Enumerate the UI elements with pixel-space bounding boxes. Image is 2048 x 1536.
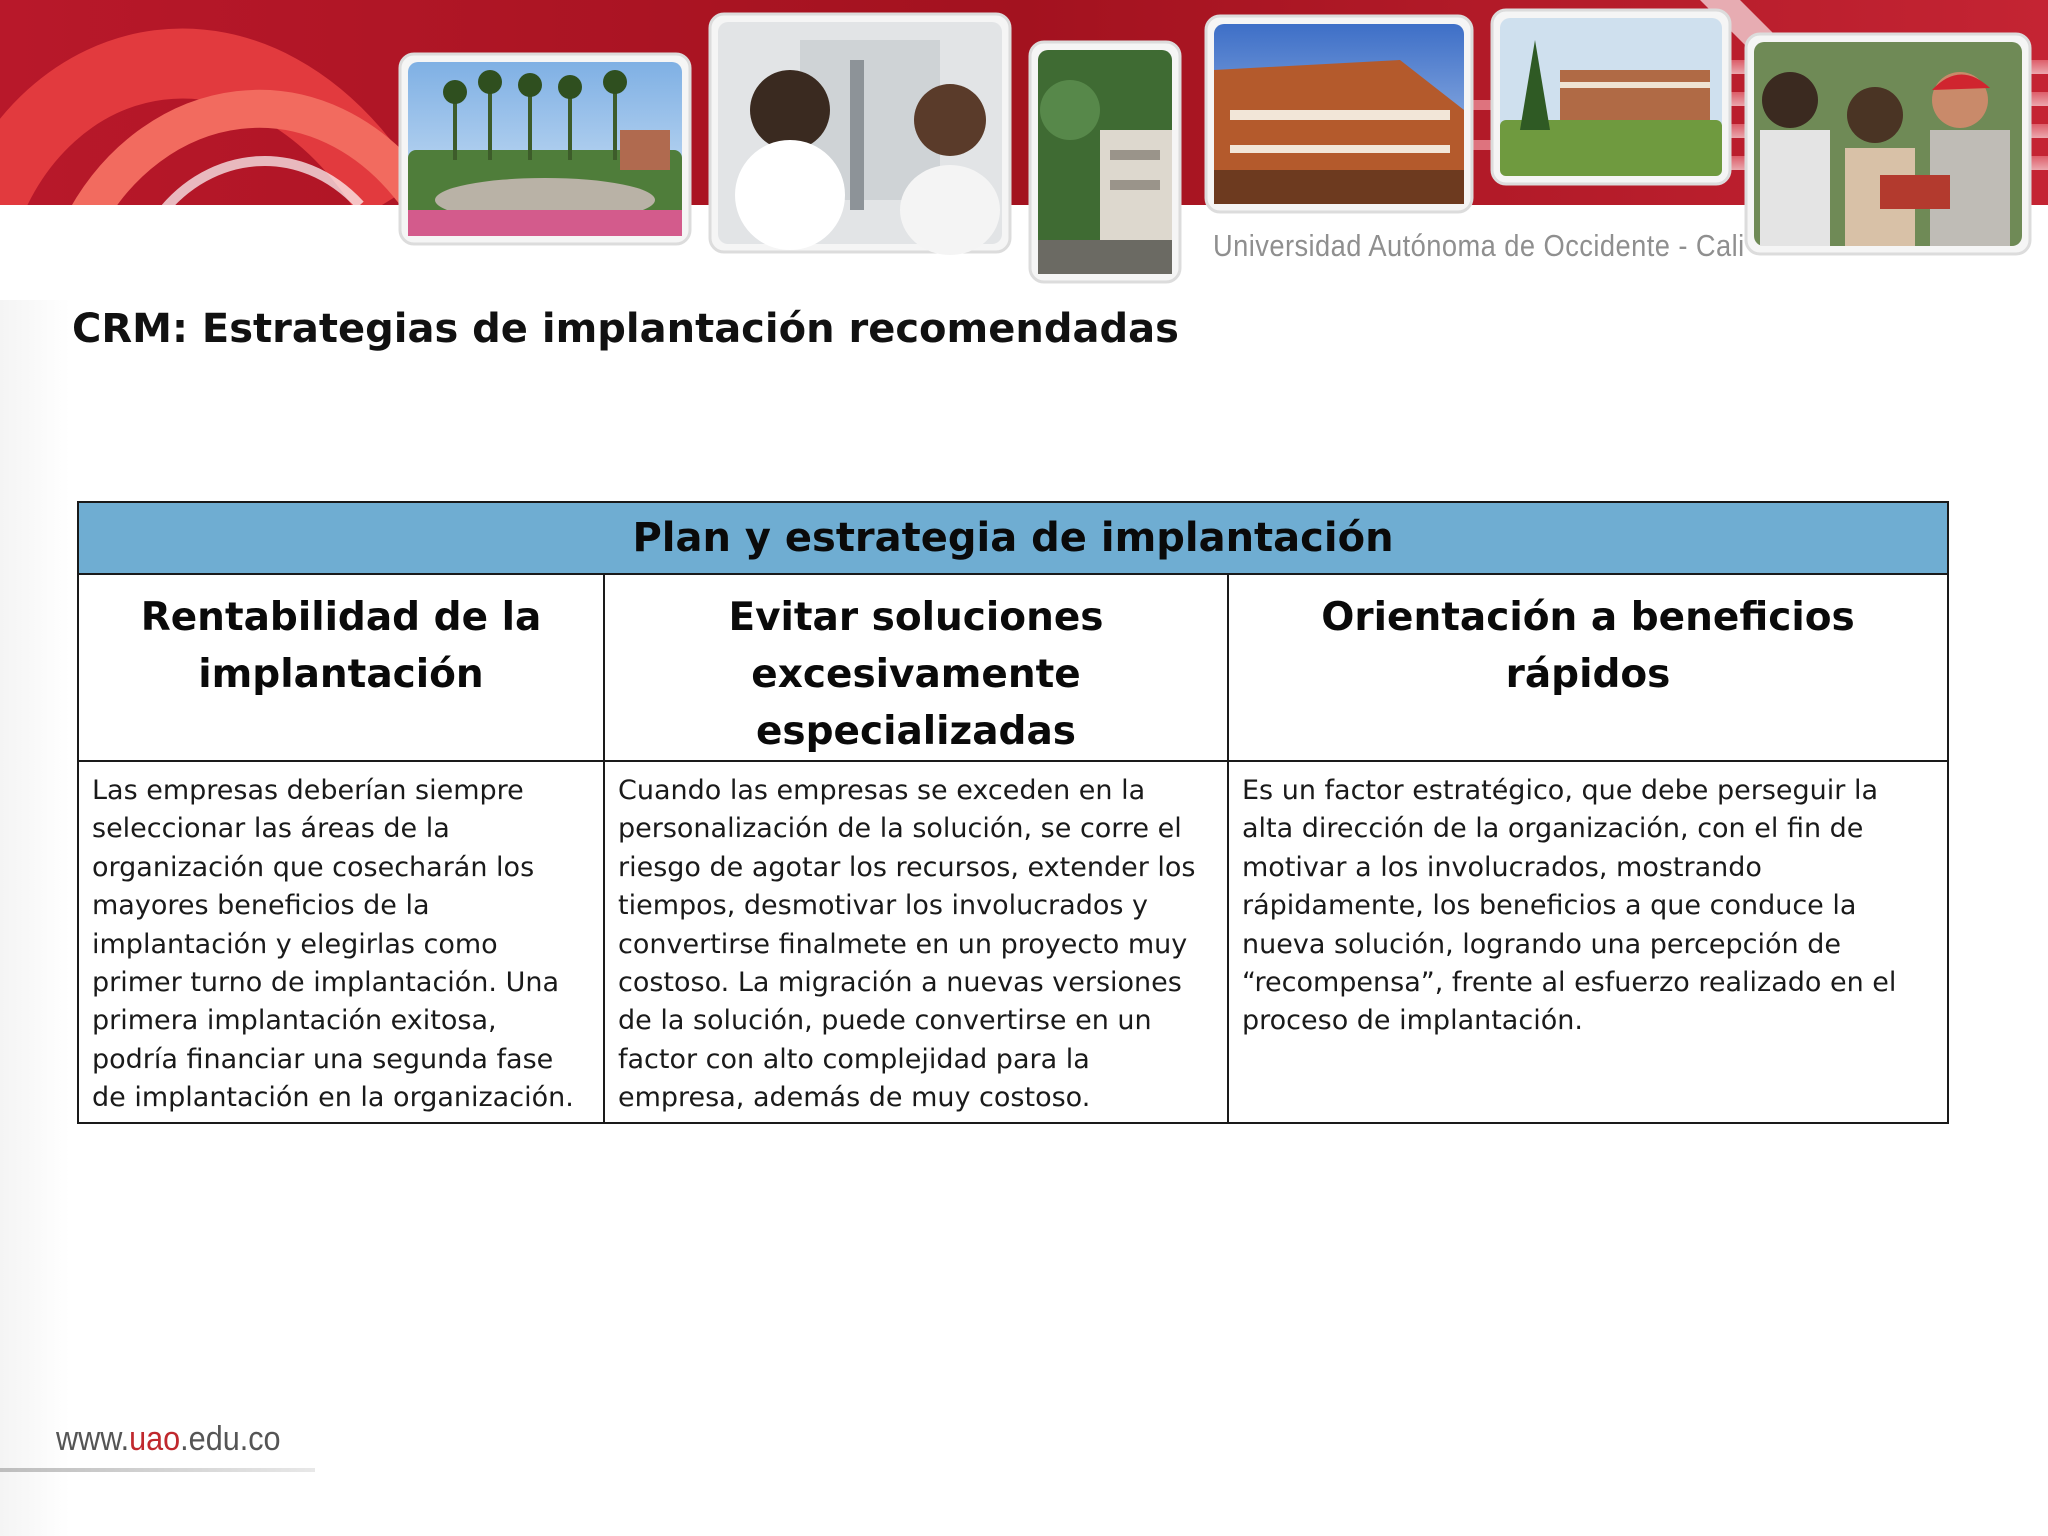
- footer-url-suffix: .edu.co: [180, 1420, 281, 1458]
- students-reading-photo: [1746, 34, 2030, 254]
- page-title: CRM: Estrategias de implantación recomendadas: [72, 306, 1179, 352]
- footer-divider: [0, 1468, 315, 1472]
- campus-building-photo: [1206, 16, 1472, 212]
- table-cell: Es un factor estratégico, que debe perseguir la alta dirección de la organización, con el fin de motivar a los involucrados, mostrando rápidamente, los beneficios a que conduce la nueva solución, logrando una percepción de “recompensa”, frente al esfuerzo realizado en el proceso de implantación.: [1228, 761, 1948, 1123]
- university-tagline: Universidad Autónoma de Occidente - Cali: [1213, 228, 1745, 263]
- table-row: [78, 761, 1948, 1123]
- header-banner: [0, 0, 2048, 300]
- footer-url-accent: uao: [129, 1420, 181, 1458]
- campus-gardens-photo: [400, 54, 690, 244]
- table-header: Plan y estrategia de implantación: [78, 502, 1948, 574]
- footer-url[interactable]: [56, 1420, 281, 1459]
- column-heading: Orientación a beneficios rápidos: [1228, 574, 1948, 761]
- footer-url-prefix: www.: [56, 1420, 130, 1458]
- column-heading: Evitar soluciones excesivamente especializadas: [604, 574, 1228, 761]
- column-heading: Rentabilidad de la implantación: [78, 574, 604, 761]
- strategy-table: [77, 501, 1949, 1124]
- campus-lawn-photo: [1492, 10, 1730, 184]
- left-shade: [0, 300, 70, 1536]
- building-trees-photo: [1030, 42, 1180, 282]
- table-cell: Las empresas deberían siempre seleccionar las áreas de la organización que cosecharán los mayores beneficios de la implantación y elegirlas como primer turno de implantación. Una primera implantación exitosa, podría financiar una segunda fase de implantación en la organización.: [78, 761, 604, 1123]
- table-cell: Cuando las empresas se exceden en la personalización de la solución, se corre el riesgo de agotar los recursos, extender los tiempos, desmotivar los involucrados y convertirse finalmete en un proyecto muy costoso. La migración a nuevas versiones de la solución, puede convertirse en un factor con alto complejidad para la empresa, además de muy costoso.: [604, 761, 1228, 1123]
- lab-students-photo: [710, 14, 1010, 255]
